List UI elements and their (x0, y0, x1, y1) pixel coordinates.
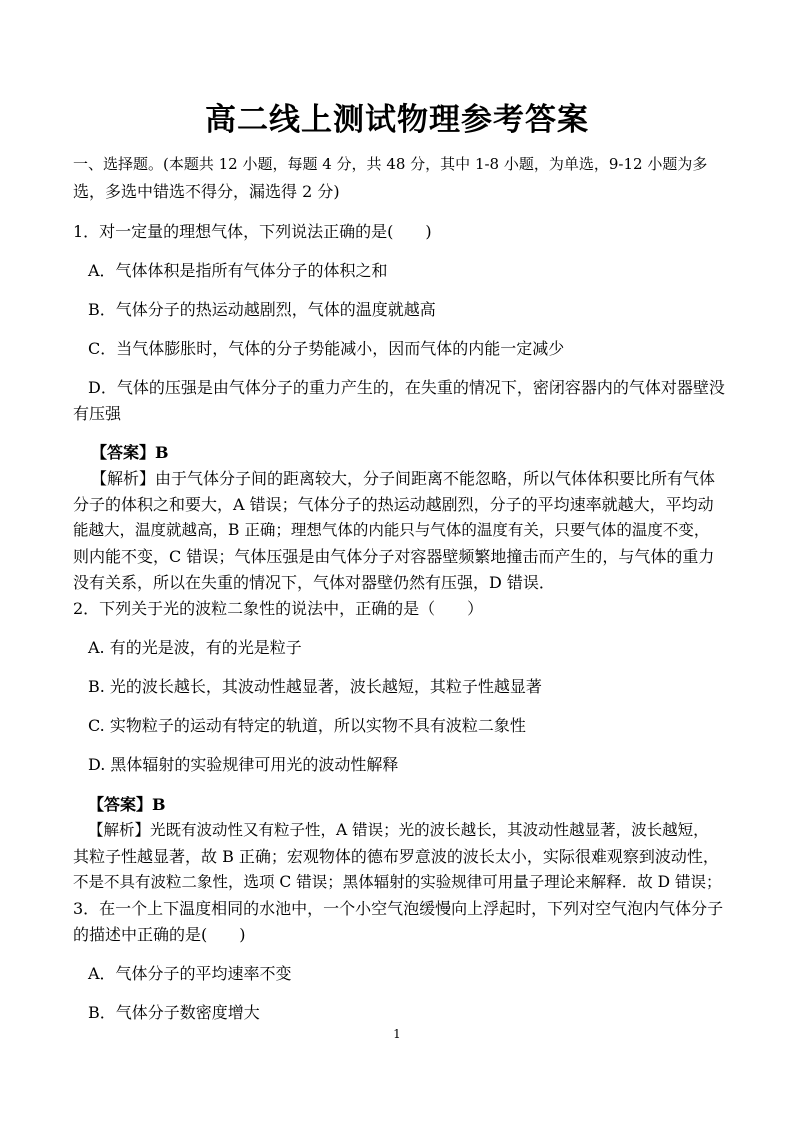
question-2-analysis-line-2: 其粒子性越显著，故 B 正确；宏观物体的德布罗意波的波长太小，实际很难观察到波动性， (73, 847, 719, 866)
page-number: 1 (393, 1027, 401, 1041)
question-1-option-c: C．当气体膨胀时，气体的分子势能减小，因而气体的内能一定减少 (88, 339, 565, 358)
section-instructions-line-2: 选，多选中错选不得分，漏选得 2 分) (73, 182, 340, 201)
question-2-option-a: A. 有的光是波，有的光是粒子 (88, 638, 302, 657)
question-2-analysis-line-3: 不是不具有波粒二象性，选项 C 错误；黑体辐射的实验规律可用量子理论来解释．故 D 错误； (73, 873, 722, 891)
page-title: 高二线上测试物理参考答案 (205, 102, 589, 138)
question-3-stem-line-2: 的描述中正确的是( ) (73, 925, 246, 944)
question-2-option-d: D. 黑体辐射的实验规律可用光的波动性解释 (88, 755, 399, 774)
question-2-option-b: B. 光的波长越长，其波动性越显著，波长越短，其粒子性越显著 (88, 677, 542, 696)
question-2-analysis-line-1: 【解析】光既有波动性又有粒子性，A 错误；光的波长越长，其波动性越显著，波长越短， (88, 821, 709, 839)
question-1-option-a: A．气体体积是指所有气体分子的体积之和 (88, 261, 388, 280)
question-1-analysis-line-1: 【解析】由于气体分子间的距离较大，分子间距离不能忽略，所以气体体积要比所有气体 (91, 469, 716, 488)
question-1-option-b: B．气体分子的热运动越剧烈，气体的温度就越高 (88, 300, 436, 319)
question-1-option-d-continued: 有压强 (73, 404, 122, 423)
question-3-stem-line-1: 3．在一个上下温度相同的水池中，一个小空气泡缓慢向上浮起时，下列对空气泡内气体分子 (73, 899, 724, 918)
question-1-answer: 【答案】B (91, 443, 169, 462)
question-1-analysis-line-3: 能越大，温度就越高，B 正确；理想气体的内能只与气体的温度有关，只要气体的温度不变， (73, 521, 710, 539)
question-3-option-b: B．气体分子数密度增大 (88, 1003, 260, 1022)
question-1-analysis-line-2: 分子的体积之和要大，A 错误；气体分子的热运动越剧烈，分子的平均速率就越大，平均动 (73, 495, 714, 514)
question-2-stem: 2．下列关于光的波粒二象性的说法中，正确的是（ ） (73, 599, 484, 618)
question-1-option-d: D．气体的压强是由气体分子的重力产生的，在失重的情况下，密闭容器内的气体对器壁没 (88, 378, 725, 397)
section-instructions-line-1: 一、选择题。(本题共 12 小题，每题 4 分，共 48 分，其中 1-8 小题，为单选，9-12 小题为多 (73, 155, 708, 173)
question-3-option-a: A．气体分子的平均速率不变 (88, 964, 292, 983)
question-2-option-c: C. 实物粒子的运动有特定的轨道，所以实物不具有波粒二象性 (88, 716, 526, 735)
question-1-analysis-line-4: 则内能不变，C 错误；气体压强是由气体分子对容器壁频繁地撞击而产生的，与气体的重力 (73, 547, 715, 566)
question-2-answer: 【答案】B (88, 795, 166, 814)
question-1-analysis-line-5: 没有关系，所以在失重的情况下，气体对器壁仍然有压强，D 错误． (73, 573, 555, 592)
question-1-stem: 1．对一定量的理想气体，下列说法正确的是( ) (73, 222, 432, 241)
